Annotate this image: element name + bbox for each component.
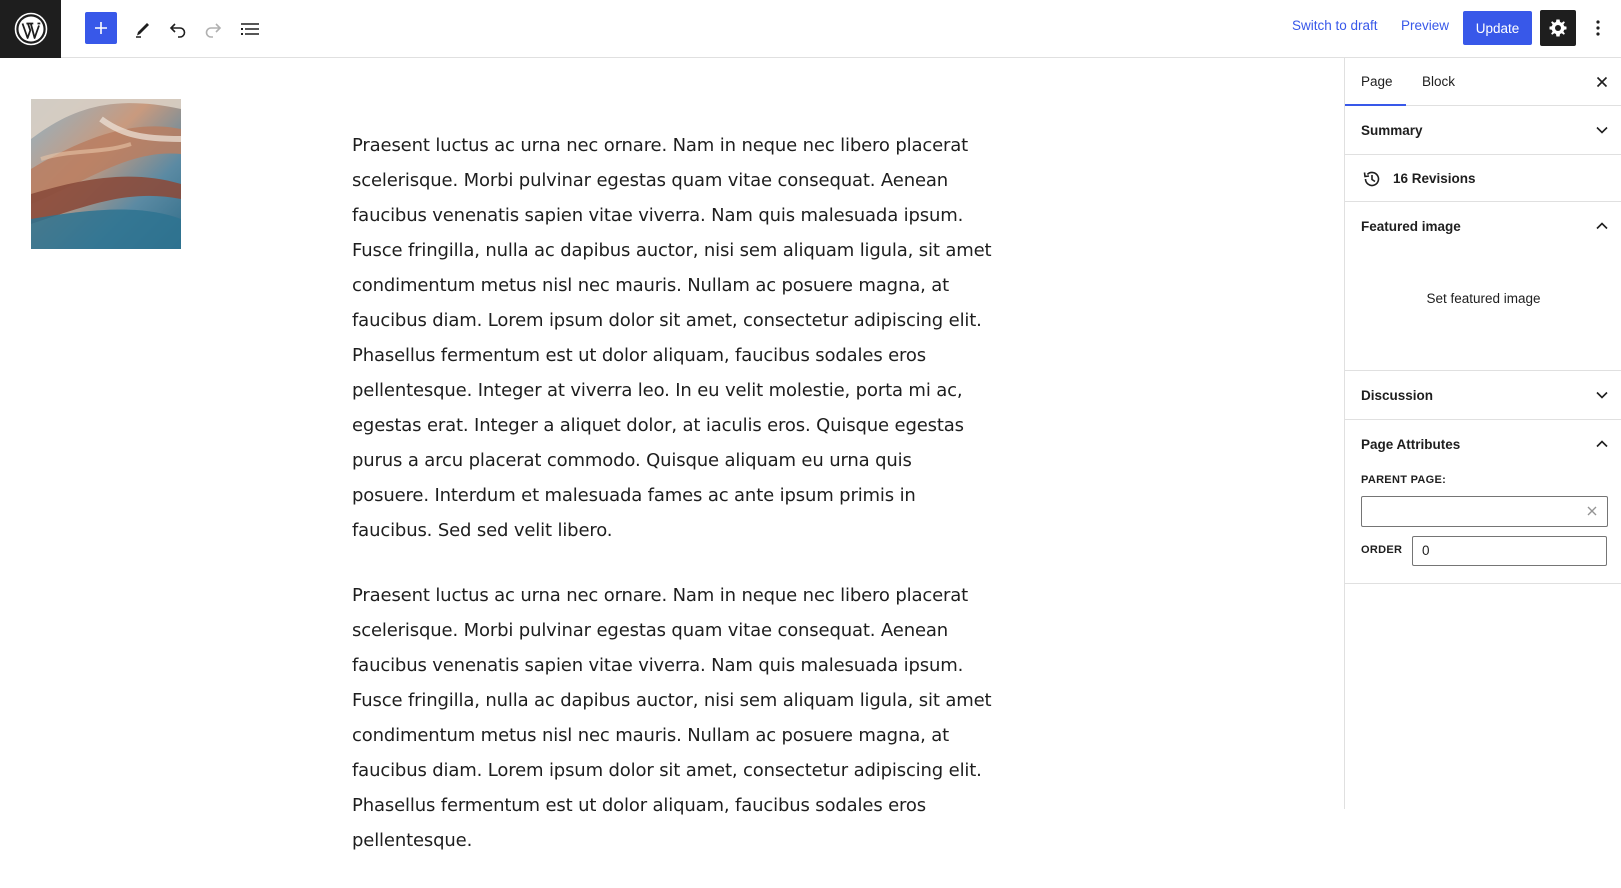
parent-page-combobox[interactable]	[1361, 496, 1608, 527]
wordpress-icon	[14, 12, 48, 46]
parent-page-label: PARENT PAGE:	[1361, 474, 1447, 486]
featured-image-toggle[interactable]	[1345, 202, 1621, 250]
page-attributes-body	[1345, 468, 1621, 583]
preview-button[interactable]: Preview	[1401, 18, 1450, 33]
history-icon	[1361, 168, 1383, 190]
order-label: ORDER	[1361, 544, 1403, 556]
revisions-label: 16 Revisions	[1393, 171, 1476, 186]
settings-sidebar	[1344, 58, 1621, 809]
paragraph-block[interactable]: Praesent luctus ac urna nec ornare. Nam in neque nec libero placerat scelerisque. Morbi pulvinar egestas quam vitae consequat. Aenean faucibus venenatis sapien vitae viverra. Nam quis malesuada ipsum. Fusce fringilla, nulla ac dapibus auctor, nisi sem aliquam ligula, sit amet condimentum metus nisl nec mauris. Nullam ac posuere magna, at faucibus diam. Lorem ipsum dolor sit amet, consectetur adipiscing elit. Phasellus fermentum est ut dolor aliquam, faucibus sodales eros pellentesque.	[352, 585, 992, 851]
more-vertical-icon	[1596, 20, 1600, 36]
settings-button[interactable]	[1540, 10, 1576, 46]
chevron-up-icon	[1592, 434, 1612, 454]
switch-to-draft-button[interactable]: Switch to draft	[1292, 18, 1378, 33]
discussion-title: Discussion	[1361, 388, 1434, 403]
page-attributes-toggle[interactable]	[1345, 420, 1621, 468]
options-button[interactable]	[1586, 12, 1610, 44]
tools-button[interactable]	[126, 12, 160, 46]
page-attributes-panel	[1345, 420, 1621, 584]
editor-canvas	[0, 58, 1344, 851]
undo-icon	[168, 19, 188, 39]
featured-image-title: Featured image	[1361, 219, 1461, 234]
clear-icon[interactable]	[1585, 504, 1599, 518]
paragraph-block[interactable]: Praesent luctus ac urna nec ornare. Nam in neque nec libero placerat scelerisque. Morbi pulvinar egestas quam vitae consequat. Aenean faucibus venenatis sapien vitae viverra. Nam quis malesuada ipsum. Fusce fringilla, nulla ac dapibus auctor, nisi sem aliquam ligula, sit amet condimentum metus nisl nec mauris. Nullam ac posuere magna, at faucibus diam. Lorem ipsum dolor sit amet, consectetur adipiscing elit. Phasellus fermentum est ut dolor aliquam, faucibus sodales eros pellentesque. Integer at viverra leo. In eu velit molestie, porta mi ac, egestas erat. Integer a aliquet dolor, at iaculis eros. Quisque egestas purus a arcu placerat commodo. Quisque aliquam eu urna quis posuere. Interdum et malesuada fames ac ante ipsum primis in faucibus. Sed sed velit libero.	[352, 135, 992, 541]
redo-button[interactable]	[196, 12, 230, 46]
pencil-icon	[133, 19, 153, 39]
summary-panel	[1345, 106, 1621, 155]
close-sidebar-button[interactable]	[1592, 72, 1612, 92]
gear-icon	[1548, 18, 1568, 38]
discussion-panel	[1345, 371, 1621, 420]
abstract-painting-image	[31, 99, 181, 249]
image-block[interactable]	[31, 99, 181, 249]
redo-icon	[203, 19, 223, 39]
set-featured-image-button[interactable]: Set featured image	[1426, 290, 1541, 306]
tab-page[interactable]: Page	[1361, 74, 1393, 89]
tab-block[interactable]: Block	[1422, 74, 1456, 89]
wordpress-logo-button[interactable]	[0, 0, 61, 58]
chevron-up-icon	[1592, 216, 1612, 236]
page-attributes-title: Page Attributes	[1361, 437, 1461, 452]
featured-image-body	[1345, 250, 1621, 370]
update-button[interactable]: Update	[1463, 11, 1532, 45]
order-input[interactable]: 0	[1412, 536, 1607, 566]
close-icon	[1596, 76, 1608, 88]
document-overview-button[interactable]	[233, 12, 267, 46]
list-view-icon	[239, 19, 261, 39]
summary-toggle[interactable]	[1345, 106, 1621, 154]
editor-top-bar	[0, 0, 1621, 58]
discussion-toggle[interactable]	[1345, 371, 1621, 419]
plus-icon	[93, 20, 109, 36]
featured-image-panel	[1345, 202, 1621, 371]
revisions-button[interactable]	[1345, 155, 1621, 202]
post-content	[352, 128, 992, 888]
add-block-button[interactable]	[85, 12, 117, 44]
summary-title: Summary	[1361, 123, 1423, 138]
chevron-down-icon	[1592, 385, 1612, 405]
chevron-down-icon	[1592, 120, 1612, 140]
sidebar-tabs	[1345, 58, 1621, 106]
undo-button[interactable]	[161, 12, 195, 46]
